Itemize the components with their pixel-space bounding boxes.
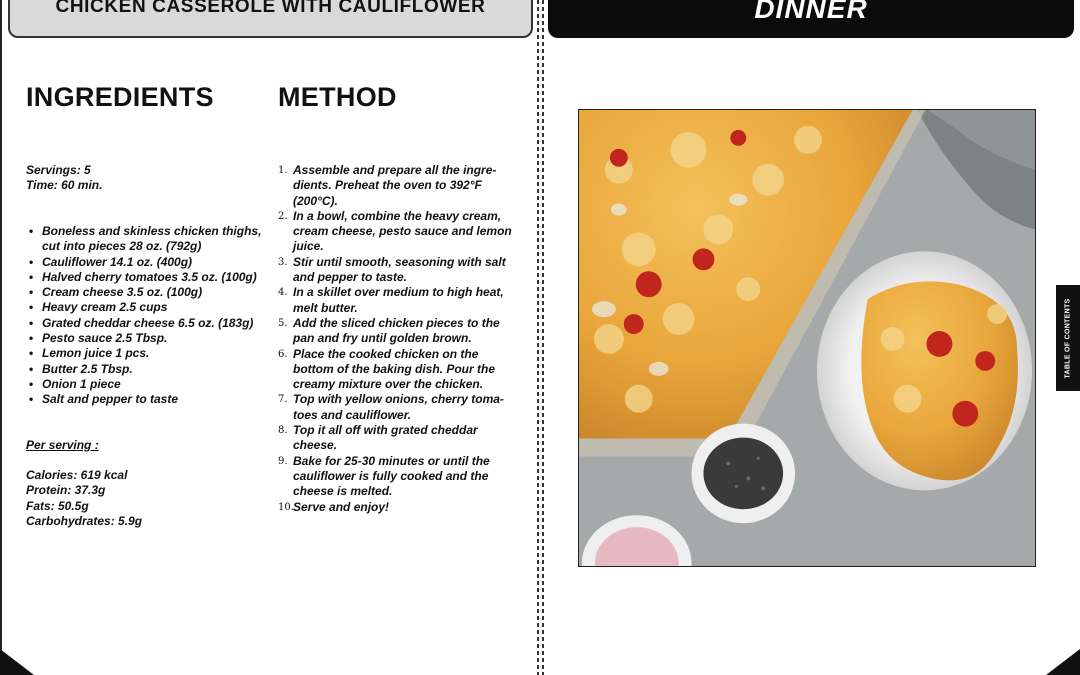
method-step <box>278 500 514 515</box>
method-step <box>278 347 514 393</box>
ingredient-item: • Grated cheddar cheese 6.5 oz. (183g) <box>26 316 266 331</box>
ingredient-item: • Cream cheese 3.5 oz. (100g) <box>26 285 266 300</box>
step-number: 9. <box>278 455 288 467</box>
ingredient-item: • Lemon juice 1 pcs. <box>26 346 266 361</box>
recipe-meta <box>26 163 102 194</box>
servings: Servings: 5 <box>26 163 91 177</box>
method-step <box>278 255 514 286</box>
step-text: In a skillet over medium to high heat, melt butter. <box>293 285 504 315</box>
right-page <box>544 0 1080 675</box>
ingredient-item: • Cauliflower 14.1 oz. (400g) <box>26 255 266 270</box>
step-number: 2. <box>278 210 288 222</box>
step-text: Place the cooked chicken on the bottom of the baking dish. Pour the creamy mixture over the chicken. <box>293 346 495 392</box>
section-title-bar <box>548 0 1074 38</box>
method-step <box>278 209 514 255</box>
page-edge-left <box>0 0 2 675</box>
method-step <box>278 285 514 316</box>
step-text: Stir until smooth, seasoning with salt and pepper to taste. <box>293 254 506 285</box>
step-number: 7. <box>278 394 288 406</box>
ingredients-list <box>26 224 266 408</box>
section-title: DINNER <box>754 0 868 24</box>
step-text: Top with yellow onions, cherry toma-toes and cauliflower. <box>293 392 504 422</box>
page-corner-right <box>1046 649 1080 675</box>
method-steps <box>278 163 514 515</box>
step-text: Bake for 25-30 minutes or until the cauliflower is fully cooked and the cheese is melted. <box>293 453 490 499</box>
method-step <box>278 163 514 209</box>
step-number: 4. <box>278 287 288 299</box>
recipe-title: CHICKEN CASSEROLE WITH CAULIFLOWER <box>55 0 486 17</box>
nutrition-fats: Fats: 50.5g <box>26 498 89 513</box>
nutrition-facts <box>26 468 142 529</box>
casserole-illustration <box>579 110 1035 566</box>
ingredient-item: • Butter 2.5 Tbsp. <box>26 362 266 377</box>
step-number: 5. <box>278 317 288 329</box>
step-number: 10. <box>278 501 294 513</box>
nutrition-protein: Protein: 37.3g <box>26 483 106 498</box>
ingredient-item: • Halved cherry tomatoes 3.5 oz. (100g) <box>26 270 266 285</box>
ingredient-item: • Boneless and skinless chicken thighs, cut into pieces 28 oz. (792g) <box>26 224 266 255</box>
step-text: In a bowl, combine the heavy cream, cream cheese, pesto sauce and lemon juice. <box>293 208 512 254</box>
table-of-contents-tab[interactable] <box>1056 285 1080 391</box>
ingredient-item: • Heavy cream 2.5 cups <box>26 300 266 315</box>
nutrition-carbs: Carbohydrates: 5.9g <box>26 513 143 528</box>
method-step <box>278 316 514 347</box>
step-number: 3. <box>278 256 288 268</box>
per-serving-label: Per serving : <box>26 438 99 452</box>
step-number: 8. <box>278 425 288 437</box>
step-text: Add the sliced chicken pieces to the pan and fry until golden brown. <box>293 315 500 346</box>
toc-tab-label: TABLE OF CONTENTS <box>1064 297 1072 379</box>
recipe-title-bar <box>8 0 533 38</box>
ingredients-heading: INGREDIENTS <box>26 82 214 112</box>
method-heading: METHOD <box>278 82 397 112</box>
step-number: 6. <box>278 348 288 360</box>
ingredient-item: • Onion 1 piece <box>26 377 266 392</box>
page-corner-left <box>0 649 34 675</box>
nutrition-calories: Calories: 619 kcal <box>26 468 128 482</box>
ingredient-item: • Salt and pepper to taste <box>26 392 266 407</box>
cooking-time: Time: 60 min. <box>26 178 103 193</box>
method-step <box>278 392 514 423</box>
method-step <box>278 454 514 500</box>
step-text: Serve and enjoy! <box>293 499 390 514</box>
left-page <box>0 0 538 675</box>
method-step <box>278 423 514 454</box>
step-number: 1. <box>278 165 288 176</box>
casserole-photo <box>578 109 1036 567</box>
step-text: Top it all off with grated cheddar cheese. <box>293 423 478 453</box>
ingredient-item: • Pesto sauce 2.5 Tbsp. <box>26 331 266 346</box>
step-text: Assemble and prepare all the ingre-dients. Preheat the oven to 392°F (200°C). <box>293 163 497 208</box>
